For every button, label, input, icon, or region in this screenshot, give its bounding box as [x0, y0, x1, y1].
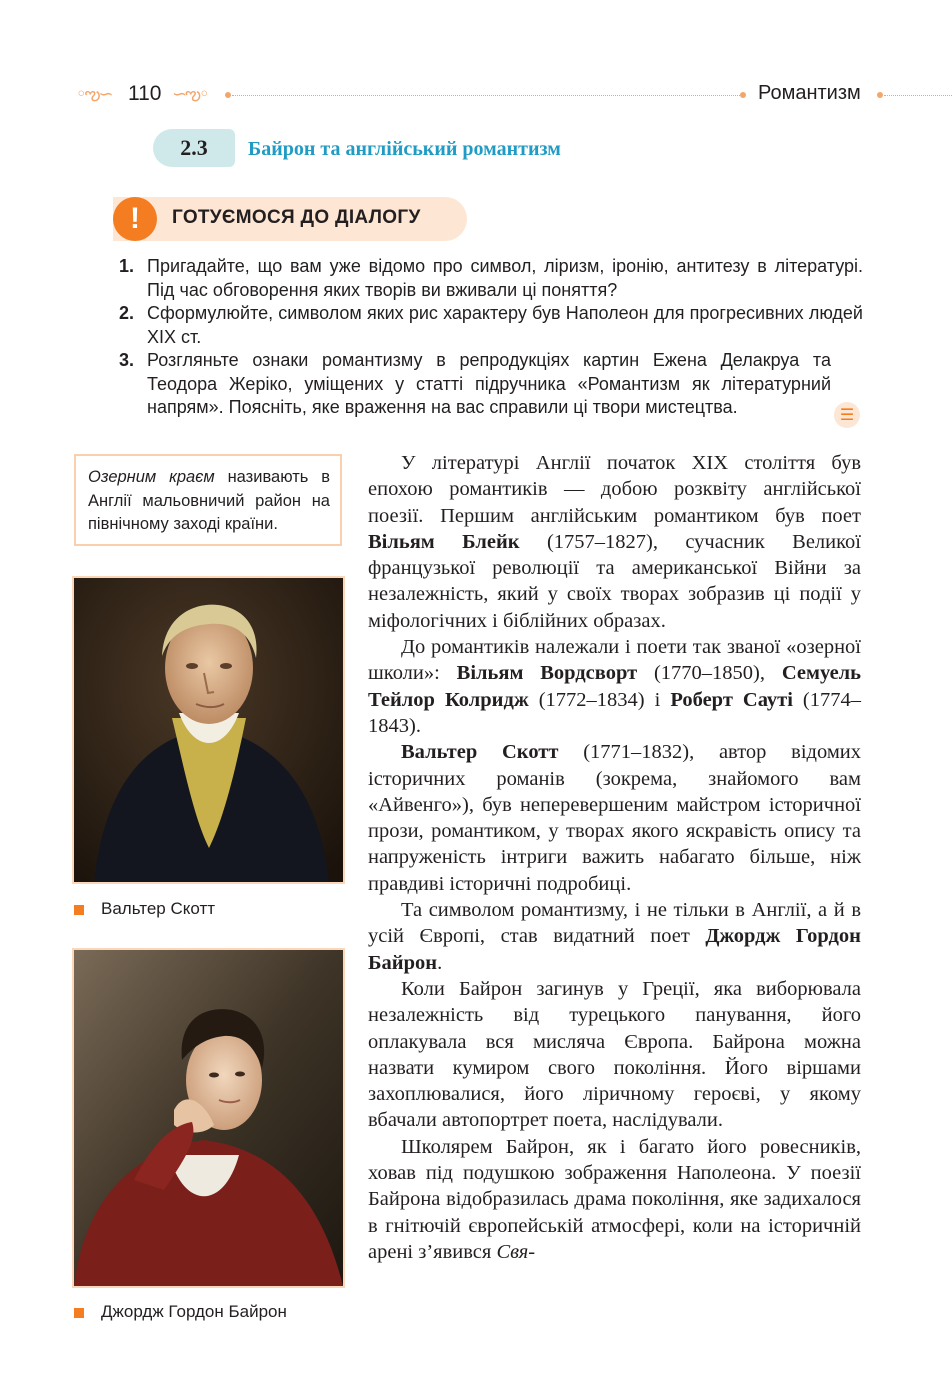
header-dot	[225, 92, 231, 98]
question-number: 2.	[119, 303, 135, 323]
definition-text	[88, 466, 330, 537]
header-rule	[884, 95, 952, 96]
running-title: Романтизм	[758, 82, 861, 104]
body-paragraph: Вальтер Скотт (1771–1832), автор відомих історичних романів (зокрема, знайомого вам «Айвенго»), був неперевершеним майстром історичної прози, романтиком, у творах якого яскравість опису та напруженість інтриги важить набагато більше, ніж правдиві історичні подробиці.	[368, 741, 862, 895]
definition-term: Озерним краєм	[88, 468, 215, 486]
header-dot	[740, 92, 746, 98]
body-paragraph: Та символом романтизму, і не тільки в Англії, а й в усій Європі, став видатний поет Джордж Гордон Байрон.	[368, 899, 861, 974]
question-text: Сформулюйте, символом яких рис характеру був Наполеон для прогресивних людей XIX ст.	[147, 303, 863, 347]
header-dot	[877, 92, 883, 98]
exclamation-icon: !	[113, 197, 157, 241]
body-text	[368, 450, 861, 1265]
header-ornament-left: ◦ఌ∽	[76, 84, 112, 105]
portrait-walter-scott	[72, 576, 345, 884]
question-number: 1.	[119, 256, 135, 276]
header-rule	[232, 95, 742, 96]
header-ornament-right: ∽ఌ◦	[172, 84, 208, 105]
name-byron: Джордж Гордон Байрон	[368, 925, 861, 974]
caption-marker	[74, 905, 84, 915]
caption-walter-scott: Вальтер Скотт	[101, 899, 216, 918]
question-text: Розгляньте ознаки романтизму в репродукціях картин Ежена Делакруа та Теодора Жеріко, уміщених у статті підручника «Романтизм як літературний напрям». Поясніть, яке враження на вас справили ці твори мистецтва.	[147, 350, 831, 417]
question-item	[119, 302, 863, 349]
name-coleridge: Семуель Тейлор Колридж	[368, 662, 862, 711]
caption-george-byron: Джордж Гордон Байрон	[101, 1302, 287, 1321]
discussion-icon: ☰	[834, 402, 860, 428]
section-number: 2.3	[180, 135, 208, 160]
body-italic: Свя-	[496, 1240, 536, 1263]
name-southey: Роберт Сауті	[670, 688, 793, 711]
body-paragraph: У літературі Англії початок XIX століття був епохою романтиків — добою розквіту англійської поезії. Першим англійським романтиком був поет Вільям Блейк (1757–1827), сучасник Великої французької революції та американської Війни за незалежність, який у своїх творах зобразив ці події у міфологічних і біблійних образах.	[368, 452, 861, 632]
question-item	[119, 349, 831, 420]
name-wordsworth: Вільям Вордсворт	[456, 662, 638, 685]
page-number: 110	[128, 82, 162, 105]
definition-body: називають в Англії мальовничий район на північному заході країни.	[88, 468, 330, 533]
caption-marker	[74, 1308, 84, 1318]
question-number: 3.	[119, 350, 135, 370]
body-paragraph: Коли Байрон загинув у Греції, яка виборювала незалежність від турецького панування, його оплакувала вся мисляча Європа. Байрона можна назвати кумиром свого покоління. Його віршами захоплювалися, його ліричному героєві, у якому вбачали автопортрет поета, наслідували.	[368, 977, 861, 1132]
section-title: Байрон та англійський романтизм	[248, 138, 561, 160]
dialog-heading-title: ГОТУЄМОСЯ ДО ДІАЛОГУ	[172, 207, 421, 228]
portrait-george-byron-image	[74, 950, 343, 1286]
question-item	[119, 255, 863, 302]
question-text: Пригадайте, що вам уже відомо про символ, ліризм, іронію, антитезу в літературі. Під час обговорення яких творів ви вживали ці поняття?	[147, 256, 863, 300]
name-william-blake: Вільям Блейк	[368, 530, 520, 553]
body-paragraph: До романтиків належали і поети так званої «озерної школи»: Вільям Вордсворт (1770–1850), Семуель Тейлор Колридж (1772–1834) і Роберт Сауті (1774–1843).	[368, 636, 862, 737]
name-walter-scott: Вальтер Скотт	[401, 741, 559, 764]
body-paragraph: Школярем Байрон, як і багато його ровесників, ховав під подушкою зображення Наполеона. У поезії Байрона відобразилась драма покоління, яке задихалося в гнітючій європейській атмосфері, коли на історичній арені з’явився Свя-	[368, 1135, 861, 1263]
portrait-george-byron	[72, 948, 345, 1288]
portrait-walter-scott-image	[74, 578, 343, 882]
